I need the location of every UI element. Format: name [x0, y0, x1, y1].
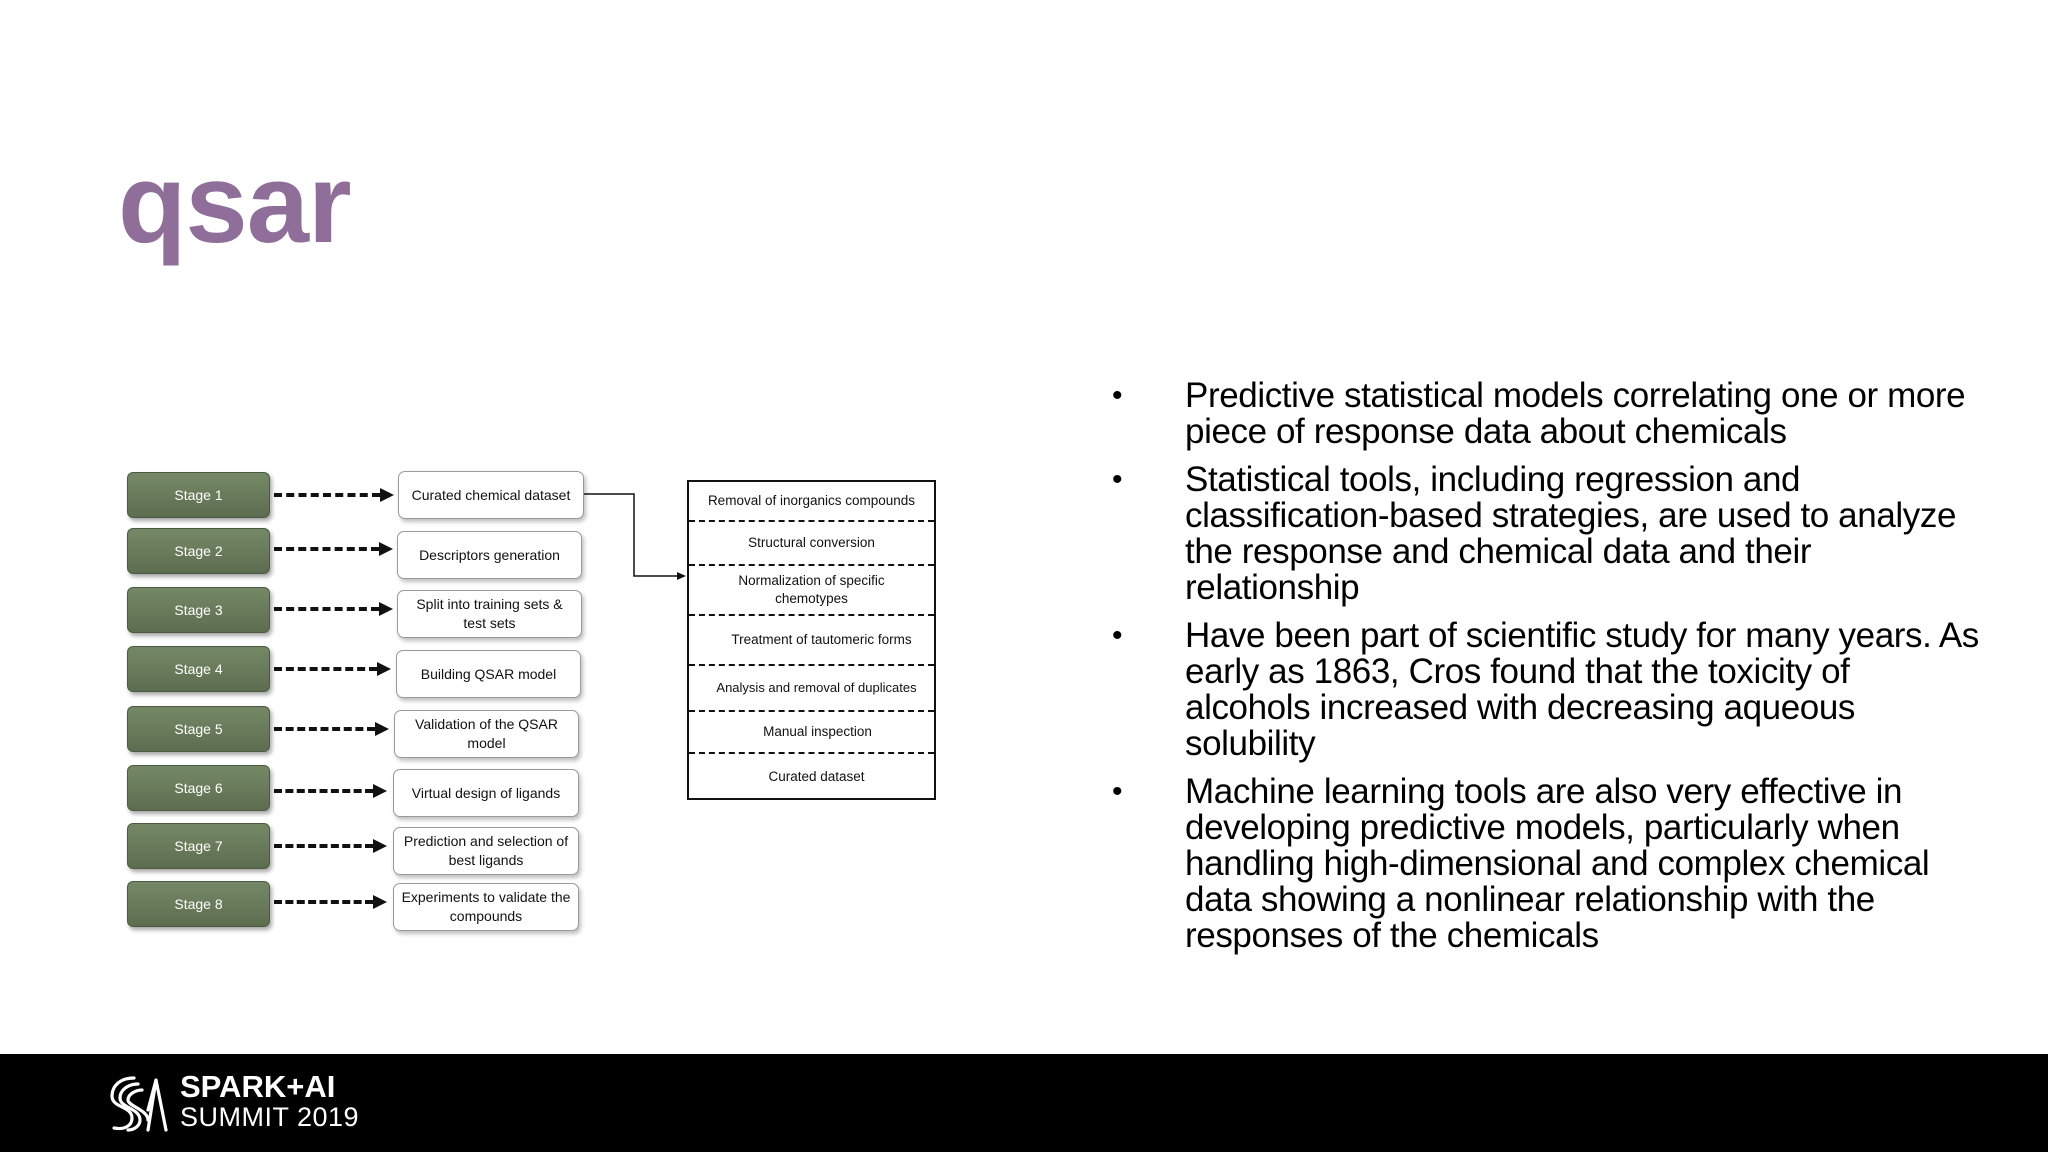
- stage-1-box: Stage 1: [127, 472, 270, 518]
- curation-steps-box: [687, 480, 936, 800]
- curation-removal-inorganics: Removal of inorganics compounds: [707, 493, 916, 508]
- stage-4-box: Stage 4: [127, 646, 270, 692]
- bullet-item: [1100, 774, 1980, 954]
- bullet-text: Machine learning tools are also very effective in developing predictive models, particularly when handling high-dimensional and complex chemical data showing a nonlinear relationship with the responses of the chemicals: [1185, 772, 1930, 955]
- step-prediction-selection-ligands: Prediction and selection of best ligands: [393, 827, 579, 875]
- step-virtual-design-ligands: Virtual design of ligands: [393, 769, 579, 817]
- curation-normalization: Normalization of specific chemotypes: [738, 573, 885, 606]
- bullet-dot: •: [1112, 619, 1123, 652]
- step-split-training-test: Split into training sets & test sets: [397, 590, 582, 638]
- stage-3-box: Stage 3: [127, 587, 270, 633]
- bullet-text: Predictive statistical models correlating one or more piece of response data about chemicals: [1185, 376, 1966, 451]
- step-validation-qsar-model: Validation of the QSAR model: [394, 710, 579, 758]
- step-experiments-validate: Experiments to validate the compounds: [393, 883, 579, 931]
- stage-2-box: Stage 2: [127, 528, 270, 574]
- stage-6-box: Stage 6: [127, 765, 270, 811]
- bullet-text: Statistical tools, including regression and classification-based strategies, are used to analyze the response and chemical data and their relationship: [1185, 460, 1957, 607]
- curation-curated-dataset: Curated dataset: [768, 769, 865, 784]
- step-descriptors-generation: Descriptors generation: [397, 531, 582, 579]
- bullet-item: [1100, 462, 1980, 606]
- logo-line-1: SPARK+AI: [180, 1069, 336, 1104]
- curation-manual-inspection: Manual inspection: [763, 724, 872, 739]
- bullet-text: Have been part of scientific study for many years. As early as 1863, Cros found that the toxicity of alcohols increased with decreasing aqueous solubility: [1185, 616, 1979, 763]
- spark-ai-logo-icon: [104, 1070, 174, 1134]
- stage-8-box: Stage 8: [127, 881, 270, 927]
- curation-tautomeric-forms: Treatment of tautomeric forms: [731, 632, 912, 647]
- bullet-dot: •: [1112, 463, 1123, 496]
- step-curated-chemical-dataset: Curated chemical dataset: [398, 471, 584, 519]
- curation-duplicates: Analysis and removal of duplicates: [716, 680, 917, 695]
- qsar-workflow-diagram: [0, 0, 1000, 1000]
- bullet-dot: •: [1112, 379, 1123, 412]
- logo-line-2: SUMMIT 2019: [180, 1102, 360, 1132]
- curation-structural-conversion: Structural conversion: [748, 535, 875, 550]
- bullet-dot: •: [1112, 775, 1123, 808]
- bullet-list: [1100, 378, 1980, 966]
- step-building-qsar-model: Building QSAR model: [396, 650, 581, 698]
- stage-5-box: Stage 5: [127, 706, 270, 752]
- slide-title: qsar: [118, 141, 351, 266]
- stage-7-box: Stage 7: [127, 823, 270, 869]
- spark-ai-summit-logo: [104, 1070, 359, 1134]
- bullet-item: [1100, 618, 1980, 762]
- bullet-item: [1100, 378, 1980, 450]
- logo-wordmark: [180, 1069, 360, 1132]
